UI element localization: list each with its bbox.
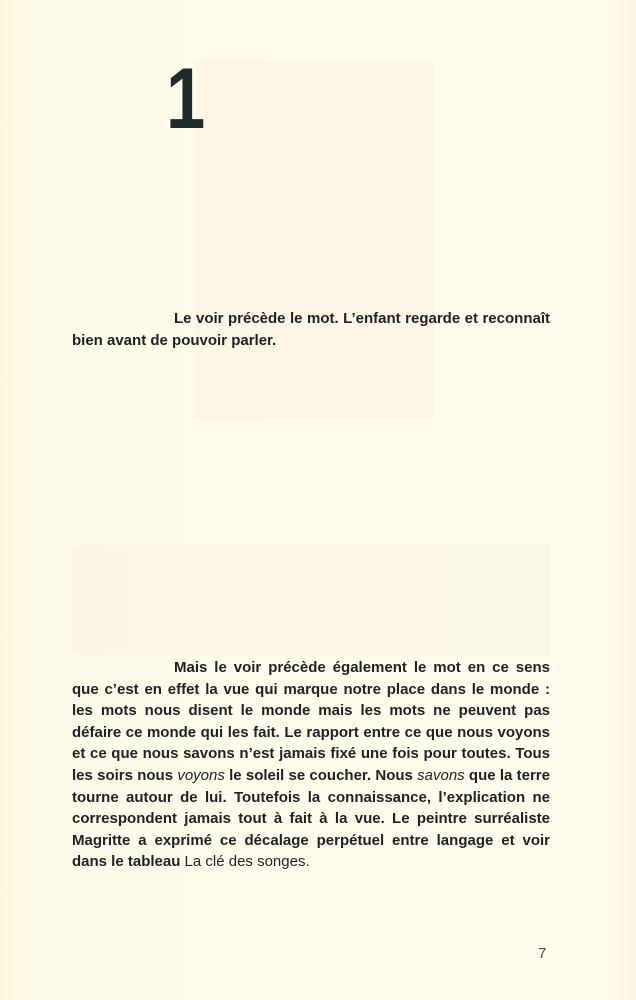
italic-emphasis: voyons [177, 766, 225, 784]
text-segment: Le voir précède le mot. L’enfant regarde et reconnaît bien avant de pouvoir parler. [72, 310, 550, 349]
paragraph-text [72, 657, 550, 873]
show-through-shadow [72, 545, 550, 655]
artwork-title: La clé des songes. [180, 853, 310, 871]
paragraph-body [72, 657, 550, 873]
text-segment: que la terre tourne autour de lui. Toutefois la connaissance, l’explication ne correspondent jamais tout à fait à la vue. Le peintre surréaliste Magritte a exprimé ce décalage perpétuel entre langage et voir dans le tableau [72, 766, 550, 871]
page-number: 7 [538, 945, 547, 962]
italic-emphasis: savons [417, 766, 465, 784]
show-through-shadow [196, 60, 434, 420]
chapter-number: 1 [166, 51, 204, 147]
paragraph-intro [72, 308, 550, 351]
text-segment: Mais le voir précède également le mot en ce sens que c’est en effet la vue qui marque notre place dans le monde : les mots nous disent le monde mais les mots ne peuvent pas défaire ce monde qui les fait. Le rapport entre ce que nous voyons et ce que nous savons n’est jamais fixé une fois pour toutes. Tous les soirs nous [72, 659, 550, 784]
text-segment: le soleil se coucher. Nous [224, 766, 418, 784]
paragraph-text [72, 308, 550, 351]
